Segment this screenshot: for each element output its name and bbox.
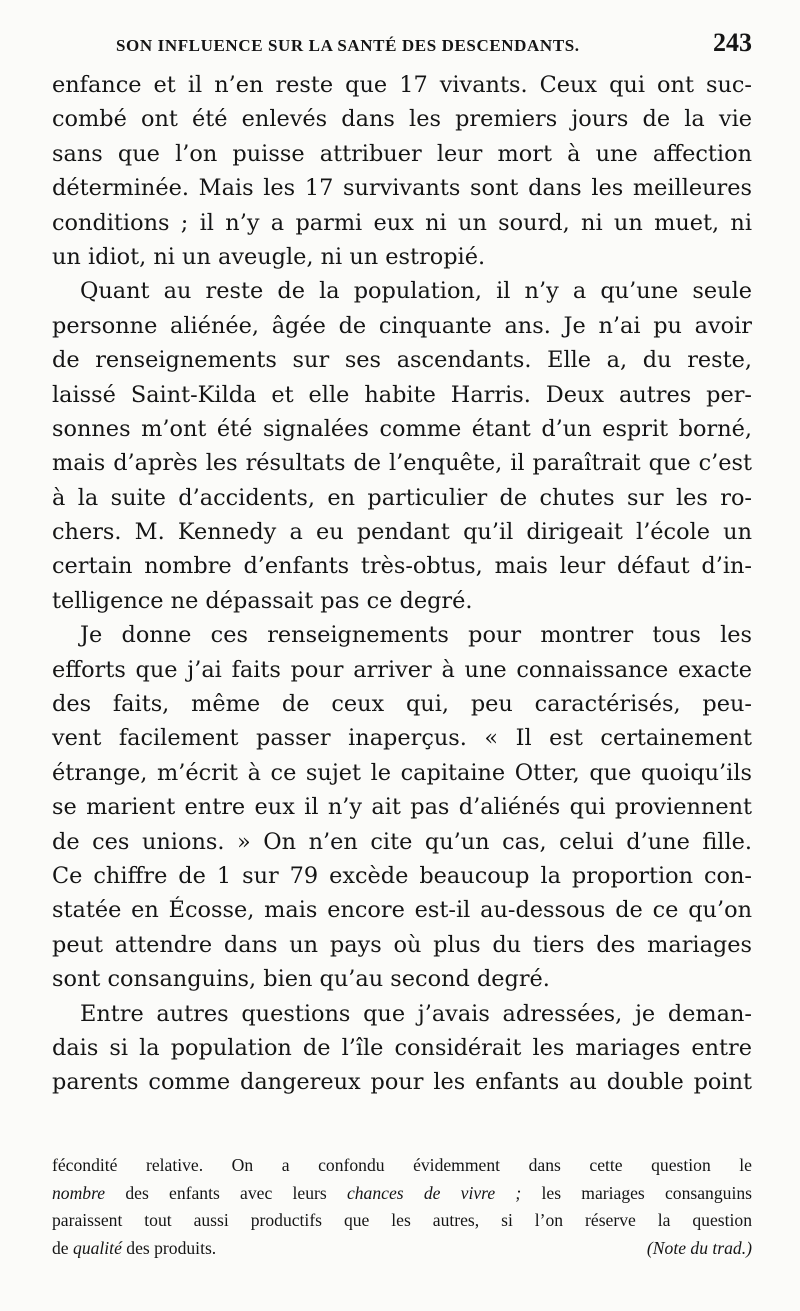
paragraph-start-line: Quant au reste de la population, il n’y a qu’une seule (80, 278, 752, 305)
footnote-line (52, 1235, 216, 1263)
text-line: mais d’après les résultats de l’enquête, il paraîtrait que c’est (52, 450, 752, 477)
footnote-line: fécondité relative. On a confondu évidemment dans cette question le (52, 1155, 752, 1175)
running-title: SON INFLUENCE SUR LA SANTÉ DES DESCENDANTS. (116, 36, 580, 55)
text-line: un idiot, ni un aveugle, ni un estropié. (52, 243, 486, 270)
footnote-line: paraissent tout aussi productifs que les autres, si l’on réserve la question (52, 1210, 752, 1231)
text-line: sans que l’on puisse attribuer leur mort à une affection (52, 140, 752, 167)
text-line: de renseignements sur ses ascendants. Elle a, du reste, (52, 347, 752, 374)
text-line: sont consanguins, bien qu’au second degré. (52, 966, 550, 993)
text-line: combé ont été enlevés dans les premiers jours de la vie (52, 106, 752, 133)
footnote-emphasis: qualité (73, 1237, 122, 1258)
footnote-text: de (52, 1237, 74, 1258)
text-line: à la suite d’accidents, en particulier de chutes sur les ro- (52, 484, 752, 511)
paragraph-start-line: Je donne ces renseignements pour montrer tous les (80, 622, 752, 649)
footnote-attribution: (Note du trad.) (646, 1237, 752, 1258)
text-line: telligence ne dépassait pas ce degré. (52, 587, 473, 614)
body-text (52, 68, 752, 1100)
text-line: vent facilement passer inaperçus. « Il est certainement (52, 725, 752, 752)
text-line: laissé Saint-Kilda et elle habite Harris. Deux autres per- (52, 381, 752, 408)
text-line: déterminée. Mais les 17 survivants sont dans les meilleures (52, 175, 752, 202)
text-line: enfance et il n’en reste que 17 vivants. Ceux qui ont suc- (52, 72, 752, 98)
text-line: Ce chiffre de 1 sur 79 excède beaucoup la proportion con- (52, 862, 752, 889)
text-line: sonnes m’ont été signalées comme étant d’un esprit borné, (52, 415, 752, 442)
paragraph-start-line: Entre autres questions que j’avais adressées, je deman- (80, 1000, 752, 1027)
text-line: statée en Écosse, mais encore est-il au-dessous de ce qu’on (52, 897, 752, 924)
footnote-text: les mariages consanguins (521, 1182, 752, 1203)
text-line: personne aliénée, âgée de cinquante ans. Je n’ai pu avoir (52, 312, 752, 339)
footnote-text: des produits. (121, 1237, 217, 1258)
text-line: parents comme dangereux pour les enfants au double point (52, 1069, 752, 1096)
footnote-text: des enfants avec leurs (105, 1182, 347, 1203)
book-page (52, 28, 752, 1258)
translator-footnote (52, 1152, 752, 1262)
footnote-line (52, 1180, 752, 1208)
text-line: chers. M. Kennedy a eu pendant qu’il dirigeait l’école un (52, 519, 752, 546)
text-line: des faits, même de ceux qui, peu caractérisés, peu- (52, 691, 752, 718)
text-line: étrange, m’écrit à ce sujet le capitaine Otter, que quoiqu’ils (52, 759, 752, 786)
text-line: efforts que j’ai faits pour arriver à une connaissance exacte (52, 656, 752, 683)
footnote-emphasis: nombre (52, 1182, 106, 1203)
text-line: de ces unions. » On n’en cite qu’un cas, celui d’une fille. (52, 828, 752, 855)
text-line: conditions ; il n’y a parmi eux ni un sourd, ni un muet, ni (52, 209, 752, 236)
page-number: 243 (713, 28, 752, 57)
footnote-emphasis: chances de vivre ; (346, 1182, 522, 1203)
text-line: se marient entre eux il n’y ait pas d’aliénés qui proviennent (52, 794, 752, 821)
text-line: certain nombre d’enfants très-obtus, mais leur défaut d’in- (52, 553, 752, 580)
text-line: peut attendre dans un pays où plus du tiers des mariages (52, 931, 752, 958)
running-head (52, 28, 752, 68)
footnote-last-line (52, 1235, 752, 1263)
text-line: dais si la population de l’île considérait les mariages entre (52, 1034, 752, 1061)
